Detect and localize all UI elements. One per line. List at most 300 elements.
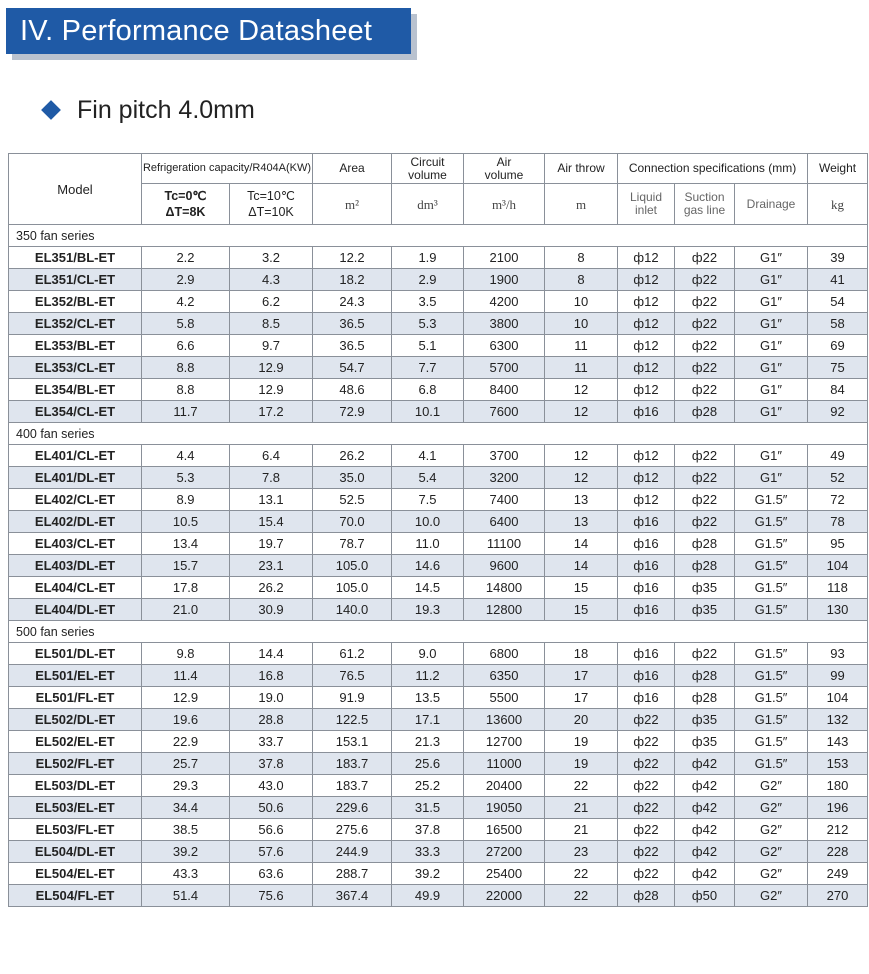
- header-liquid-line1: Liquid: [629, 190, 663, 204]
- table-row: [9, 841, 868, 863]
- cell-model: EL351/BL-ET: [9, 247, 142, 269]
- cell-air-throw: 21: [545, 819, 618, 841]
- cell-capacity-tc10: 26.2: [230, 577, 313, 599]
- cell-model: EL401/CL-ET: [9, 445, 142, 467]
- cell-weight: 84: [808, 379, 868, 401]
- cell-weight: 132: [808, 709, 868, 731]
- series-label: 350 fan series: [9, 225, 868, 247]
- table-row: [9, 885, 868, 907]
- cell-drainage: G2″: [735, 841, 808, 863]
- cell-model: EL353/CL-ET: [9, 357, 142, 379]
- cell-weight: 212: [808, 819, 868, 841]
- cell-suction-gas-line: ф28: [675, 665, 735, 687]
- cell-model: EL402/DL-ET: [9, 511, 142, 533]
- cell-area: 367.4: [313, 885, 392, 907]
- cell-suction-gas-line: ф42: [675, 841, 735, 863]
- cell-weight: 196: [808, 797, 868, 819]
- cell-drainage: G1.5″: [735, 665, 808, 687]
- cell-weight: 99: [808, 665, 868, 687]
- cell-circuit-volume: 1.9: [392, 247, 464, 269]
- cell-capacity-tc0: 8.9: [142, 489, 230, 511]
- cell-circuit-volume: 6.8: [392, 379, 464, 401]
- header-air-line1: Air: [496, 154, 512, 169]
- series-row: [9, 621, 868, 643]
- cell-suction-gas-line: ф22: [675, 335, 735, 357]
- cell-area: 24.3: [313, 291, 392, 313]
- cell-drainage: G1.5″: [735, 577, 808, 599]
- cell-circuit-volume: 31.5: [392, 797, 464, 819]
- cell-capacity-tc10: 12.9: [230, 357, 313, 379]
- cell-model: EL501/DL-ET: [9, 643, 142, 665]
- cell-suction-gas-line: ф22: [675, 511, 735, 533]
- cell-weight: 52: [808, 467, 868, 489]
- cell-capacity-tc10: 4.3: [230, 269, 313, 291]
- cell-weight: 143: [808, 731, 868, 753]
- cell-suction-gas-line: ф22: [675, 269, 735, 291]
- cell-liquid-inlet: ф16: [618, 577, 675, 599]
- cell-area: 26.2: [313, 445, 392, 467]
- cell-suction-gas-line: ф42: [675, 797, 735, 819]
- table-row: [9, 313, 868, 335]
- cell-drainage: G2″: [735, 885, 808, 907]
- table-row: [9, 445, 868, 467]
- cell-air-volume: 9600: [464, 555, 545, 577]
- cell-model: EL502/EL-ET: [9, 731, 142, 753]
- diamond-bullet-icon: [41, 100, 61, 120]
- cell-air-throw: 12: [545, 445, 618, 467]
- cell-capacity-tc0: 38.5: [142, 819, 230, 841]
- cell-capacity-tc0: 11.4: [142, 665, 230, 687]
- cell-weight: 54: [808, 291, 868, 313]
- cell-area: 244.9: [313, 841, 392, 863]
- table-row: [9, 709, 868, 731]
- cell-capacity-tc0: 21.0: [142, 599, 230, 621]
- cell-capacity-tc0: 15.7: [142, 555, 230, 577]
- cell-air-volume: 14800: [464, 577, 545, 599]
- table-row: [9, 819, 868, 841]
- cell-suction-gas-line: ф35: [675, 731, 735, 753]
- series-label: 500 fan series: [9, 621, 868, 643]
- table-row: [9, 863, 868, 885]
- cell-air-volume: 2100: [464, 247, 545, 269]
- cell-suction-gas-line: ф28: [675, 555, 735, 577]
- cell-model: EL501/EL-ET: [9, 665, 142, 687]
- cell-suction-gas-line: ф35: [675, 599, 735, 621]
- cell-air-volume: 3800: [464, 313, 545, 335]
- cell-area: 36.5: [313, 335, 392, 357]
- cell-capacity-tc10: 33.7: [230, 731, 313, 753]
- cell-air-throw: 11: [545, 357, 618, 379]
- cell-air-throw: 11: [545, 335, 618, 357]
- cell-air-throw: 22: [545, 885, 618, 907]
- cell-capacity-tc0: 8.8: [142, 379, 230, 401]
- table-row: [9, 335, 868, 357]
- cell-air-volume: 3700: [464, 445, 545, 467]
- cell-model: EL401/DL-ET: [9, 467, 142, 489]
- cell-capacity-tc0: 29.3: [142, 775, 230, 797]
- cell-weight: 49: [808, 445, 868, 467]
- cell-capacity-tc10: 19.0: [230, 687, 313, 709]
- cell-weight: 72: [808, 489, 868, 511]
- cell-weight: 93: [808, 643, 868, 665]
- cell-air-volume: 27200: [464, 841, 545, 863]
- cell-drainage: G1″: [735, 445, 808, 467]
- cell-circuit-volume: 2.9: [392, 269, 464, 291]
- cell-drainage: G1″: [735, 247, 808, 269]
- cell-circuit-volume: 5.1: [392, 335, 464, 357]
- cell-suction-gas-line: ф42: [675, 863, 735, 885]
- cell-area: 275.6: [313, 819, 392, 841]
- table-row: [9, 643, 868, 665]
- cell-area: 18.2: [313, 269, 392, 291]
- cell-capacity-tc10: 37.8: [230, 753, 313, 775]
- cell-suction-gas-line: ф42: [675, 775, 735, 797]
- cell-air-volume: 8400: [464, 379, 545, 401]
- cell-drainage: G1.5″: [735, 533, 808, 555]
- cell-model: EL403/CL-ET: [9, 533, 142, 555]
- cell-air-throw: 18: [545, 643, 618, 665]
- cell-weight: 92: [808, 401, 868, 423]
- table-row: [9, 247, 868, 269]
- cell-capacity-tc10: 23.1: [230, 555, 313, 577]
- header-tc0-line2: ΔT=8K: [165, 205, 206, 219]
- table-row: [9, 665, 868, 687]
- cell-weight: 69: [808, 335, 868, 357]
- cell-air-volume: 6350: [464, 665, 545, 687]
- cell-drainage: G1.5″: [735, 555, 808, 577]
- table-header: [9, 154, 868, 225]
- cell-capacity-tc10: 6.4: [230, 445, 313, 467]
- header-suction-line2: gas line: [683, 203, 726, 217]
- unit-circuit: dm³: [392, 184, 464, 225]
- cell-liquid-inlet: ф16: [618, 511, 675, 533]
- cell-weight: 249: [808, 863, 868, 885]
- cell-air-throw: 20: [545, 709, 618, 731]
- cell-capacity-tc10: 16.8: [230, 665, 313, 687]
- cell-circuit-volume: 7.7: [392, 357, 464, 379]
- cell-drainage: G1.5″: [735, 643, 808, 665]
- cell-liquid-inlet: ф22: [618, 753, 675, 775]
- cell-air-volume: 11100: [464, 533, 545, 555]
- cell-capacity-tc10: 57.6: [230, 841, 313, 863]
- unit-air-volume: m³/h: [464, 184, 545, 225]
- section-subtitle: [44, 93, 255, 127]
- series-label: 400 fan series: [9, 423, 868, 445]
- cell-drainage: G1.5″: [735, 511, 808, 533]
- cell-circuit-volume: 39.2: [392, 863, 464, 885]
- cell-drainage: G1″: [735, 313, 808, 335]
- cell-air-throw: 19: [545, 731, 618, 753]
- cell-area: 36.5: [313, 313, 392, 335]
- cell-suction-gas-line: ф35: [675, 709, 735, 731]
- series-row: [9, 225, 868, 247]
- cell-model: EL404/CL-ET: [9, 577, 142, 599]
- cell-weight: 270: [808, 885, 868, 907]
- cell-liquid-inlet: ф22: [618, 797, 675, 819]
- cell-weight: 41: [808, 269, 868, 291]
- cell-model: EL503/EL-ET: [9, 797, 142, 819]
- cell-drainage: G1″: [735, 269, 808, 291]
- cell-model: EL501/FL-ET: [9, 687, 142, 709]
- cell-air-volume: 1900: [464, 269, 545, 291]
- cell-air-volume: 3200: [464, 467, 545, 489]
- cell-suction-gas-line: ф22: [675, 489, 735, 511]
- cell-capacity-tc10: 56.6: [230, 819, 313, 841]
- cell-model: EL503/DL-ET: [9, 775, 142, 797]
- cell-capacity-tc10: 9.7: [230, 335, 313, 357]
- cell-air-throw: 13: [545, 489, 618, 511]
- cell-liquid-inlet: ф12: [618, 247, 675, 269]
- cell-liquid-inlet: ф22: [618, 819, 675, 841]
- cell-air-volume: 16500: [464, 819, 545, 841]
- cell-capacity-tc10: 30.9: [230, 599, 313, 621]
- cell-circuit-volume: 11.2: [392, 665, 464, 687]
- cell-capacity-tc0: 43.3: [142, 863, 230, 885]
- cell-suction-gas-line: ф35: [675, 577, 735, 599]
- cell-suction-gas-line: ф22: [675, 357, 735, 379]
- table-row: [9, 775, 868, 797]
- unit-area: m²: [313, 184, 392, 225]
- cell-air-throw: 12: [545, 401, 618, 423]
- cell-air-volume: 5700: [464, 357, 545, 379]
- section-subtitle-text: Fin pitch 4.0mm: [77, 95, 255, 124]
- cell-circuit-volume: 10.0: [392, 511, 464, 533]
- cell-area: 229.6: [313, 797, 392, 819]
- table-row: [9, 687, 868, 709]
- table-row: [9, 577, 868, 599]
- cell-weight: 75: [808, 357, 868, 379]
- cell-drainage: G2″: [735, 775, 808, 797]
- cell-model: EL504/FL-ET: [9, 885, 142, 907]
- table-row: [9, 555, 868, 577]
- cell-capacity-tc10: 7.8: [230, 467, 313, 489]
- cell-circuit-volume: 7.5: [392, 489, 464, 511]
- header-liquid-line2: inlet: [634, 203, 657, 217]
- cell-weight: 104: [808, 687, 868, 709]
- cell-air-volume: 12700: [464, 731, 545, 753]
- cell-circuit-volume: 5.4: [392, 467, 464, 489]
- cell-air-volume: 7600: [464, 401, 545, 423]
- cell-drainage: G1.5″: [735, 709, 808, 731]
- cell-area: 12.2: [313, 247, 392, 269]
- cell-area: 52.5: [313, 489, 392, 511]
- cell-air-volume: 22000: [464, 885, 545, 907]
- table-row: [9, 291, 868, 313]
- cell-capacity-tc0: 2.2: [142, 247, 230, 269]
- cell-air-throw: 22: [545, 863, 618, 885]
- cell-capacity-tc10: 28.8: [230, 709, 313, 731]
- cell-circuit-volume: 3.5: [392, 291, 464, 313]
- table-row: [9, 269, 868, 291]
- cell-area: 72.9: [313, 401, 392, 423]
- cell-capacity-tc10: 6.2: [230, 291, 313, 313]
- cell-drainage: G1″: [735, 401, 808, 423]
- cell-area: 183.7: [313, 753, 392, 775]
- unit-air-throw: m: [545, 184, 618, 225]
- cell-model: EL403/DL-ET: [9, 555, 142, 577]
- cell-capacity-tc0: 51.4: [142, 885, 230, 907]
- cell-liquid-inlet: ф16: [618, 599, 675, 621]
- cell-circuit-volume: 17.1: [392, 709, 464, 731]
- cell-drainage: G1″: [735, 379, 808, 401]
- cell-area: 61.2: [313, 643, 392, 665]
- cell-drainage: G1.5″: [735, 753, 808, 775]
- cell-area: 48.6: [313, 379, 392, 401]
- cell-area: 140.0: [313, 599, 392, 621]
- cell-circuit-volume: 10.1: [392, 401, 464, 423]
- cell-area: 76.5: [313, 665, 392, 687]
- cell-model: EL354/BL-ET: [9, 379, 142, 401]
- cell-circuit-volume: 19.3: [392, 599, 464, 621]
- cell-capacity-tc10: 14.4: [230, 643, 313, 665]
- header-drainage: Drainage: [735, 184, 808, 225]
- cell-air-throw: 10: [545, 313, 618, 335]
- cell-liquid-inlet: ф22: [618, 841, 675, 863]
- cell-capacity-tc0: 39.2: [142, 841, 230, 863]
- cell-liquid-inlet: ф22: [618, 863, 675, 885]
- cell-capacity-tc0: 34.4: [142, 797, 230, 819]
- cell-liquid-inlet: ф16: [618, 555, 675, 577]
- cell-liquid-inlet: ф16: [618, 643, 675, 665]
- cell-suction-gas-line: ф22: [675, 247, 735, 269]
- cell-liquid-inlet: ф12: [618, 291, 675, 313]
- cell-air-throw: 14: [545, 555, 618, 577]
- cell-capacity-tc0: 5.3: [142, 467, 230, 489]
- cell-circuit-volume: 25.6: [392, 753, 464, 775]
- cell-area: 153.1: [313, 731, 392, 753]
- cell-liquid-inlet: ф16: [618, 533, 675, 555]
- cell-air-volume: 12800: [464, 599, 545, 621]
- table-row: [9, 401, 868, 423]
- header-tc10: [230, 184, 313, 225]
- cell-model: EL402/CL-ET: [9, 489, 142, 511]
- cell-liquid-inlet: ф12: [618, 335, 675, 357]
- cell-weight: 95: [808, 533, 868, 555]
- cell-air-volume: 5500: [464, 687, 545, 709]
- cell-suction-gas-line: ф22: [675, 467, 735, 489]
- cell-air-volume: 20400: [464, 775, 545, 797]
- cell-area: 54.7: [313, 357, 392, 379]
- table-row: [9, 357, 868, 379]
- cell-liquid-inlet: ф28: [618, 885, 675, 907]
- cell-air-throw: 23: [545, 841, 618, 863]
- cell-drainage: G1″: [735, 291, 808, 313]
- table-body: [9, 225, 868, 907]
- cell-capacity-tc0: 17.8: [142, 577, 230, 599]
- cell-air-volume: 6800: [464, 643, 545, 665]
- cell-weight: 180: [808, 775, 868, 797]
- cell-area: 122.5: [313, 709, 392, 731]
- cell-drainage: G1.5″: [735, 731, 808, 753]
- cell-model: EL503/FL-ET: [9, 819, 142, 841]
- cell-air-throw: 12: [545, 467, 618, 489]
- cell-air-volume: 11000: [464, 753, 545, 775]
- cell-circuit-volume: 25.2: [392, 775, 464, 797]
- header-tc10-line2: ΔT=10K: [248, 205, 294, 219]
- cell-air-throw: 13: [545, 511, 618, 533]
- cell-air-volume: 7400: [464, 489, 545, 511]
- cell-capacity-tc0: 2.9: [142, 269, 230, 291]
- cell-model: EL351/CL-ET: [9, 269, 142, 291]
- cell-area: 105.0: [313, 555, 392, 577]
- cell-drainage: G1.5″: [735, 489, 808, 511]
- cell-drainage: G1″: [735, 335, 808, 357]
- cell-capacity-tc0: 9.8: [142, 643, 230, 665]
- table-row: [9, 489, 868, 511]
- unit-weight: kg: [808, 184, 868, 225]
- cell-liquid-inlet: ф12: [618, 313, 675, 335]
- cell-air-throw: 8: [545, 247, 618, 269]
- cell-weight: 78: [808, 511, 868, 533]
- cell-model: EL354/CL-ET: [9, 401, 142, 423]
- cell-model: EL353/BL-ET: [9, 335, 142, 357]
- header-connection: Connection specifications (mm): [618, 154, 808, 184]
- cell-circuit-volume: 33.3: [392, 841, 464, 863]
- cell-suction-gas-line: ф28: [675, 401, 735, 423]
- table-row: [9, 753, 868, 775]
- cell-liquid-inlet: ф22: [618, 731, 675, 753]
- cell-model: EL352/BL-ET: [9, 291, 142, 313]
- cell-circuit-volume: 49.9: [392, 885, 464, 907]
- header-weight: Weight: [808, 154, 868, 184]
- cell-air-volume: 4200: [464, 291, 545, 313]
- cell-drainage: G2″: [735, 819, 808, 841]
- cell-circuit-volume: 14.5: [392, 577, 464, 599]
- cell-circuit-volume: 11.0: [392, 533, 464, 555]
- cell-capacity-tc0: 4.4: [142, 445, 230, 467]
- cell-area: 70.0: [313, 511, 392, 533]
- page-title: IV. Performance Datasheet: [6, 8, 411, 54]
- cell-drainage: G2″: [735, 863, 808, 885]
- cell-suction-gas-line: ф22: [675, 379, 735, 401]
- cell-model: EL502/DL-ET: [9, 709, 142, 731]
- cell-air-throw: 21: [545, 797, 618, 819]
- header-area: Area: [313, 154, 392, 184]
- cell-suction-gas-line: ф28: [675, 687, 735, 709]
- header-circuit-line1: Circuit: [410, 154, 445, 169]
- cell-weight: 104: [808, 555, 868, 577]
- header-air-line2: volume: [484, 167, 524, 182]
- cell-capacity-tc0: 13.4: [142, 533, 230, 555]
- cell-air-throw: 19: [545, 753, 618, 775]
- cell-area: 288.7: [313, 863, 392, 885]
- cell-capacity-tc0: 10.5: [142, 511, 230, 533]
- cell-capacity-tc0: 8.8: [142, 357, 230, 379]
- cell-liquid-inlet: ф12: [618, 445, 675, 467]
- cell-suction-gas-line: ф22: [675, 643, 735, 665]
- header-liquid-inlet: [618, 184, 675, 225]
- series-row: [9, 423, 868, 445]
- cell-weight: 153: [808, 753, 868, 775]
- cell-area: 105.0: [313, 577, 392, 599]
- cell-capacity-tc0: 6.6: [142, 335, 230, 357]
- cell-liquid-inlet: ф12: [618, 467, 675, 489]
- cell-air-throw: 17: [545, 665, 618, 687]
- table-row: [9, 467, 868, 489]
- cell-liquid-inlet: ф22: [618, 709, 675, 731]
- cell-liquid-inlet: ф16: [618, 401, 675, 423]
- cell-area: 183.7: [313, 775, 392, 797]
- performance-table: [8, 153, 868, 907]
- cell-suction-gas-line: ф22: [675, 313, 735, 335]
- cell-air-throw: 8: [545, 269, 618, 291]
- cell-capacity-tc10: 63.6: [230, 863, 313, 885]
- header-suction-gas-line: [675, 184, 735, 225]
- cell-model: EL404/DL-ET: [9, 599, 142, 621]
- header-circuit-volume: [392, 154, 464, 184]
- header-tc0: [142, 184, 230, 225]
- header-tc10-line1: Tc=10℃: [247, 189, 295, 203]
